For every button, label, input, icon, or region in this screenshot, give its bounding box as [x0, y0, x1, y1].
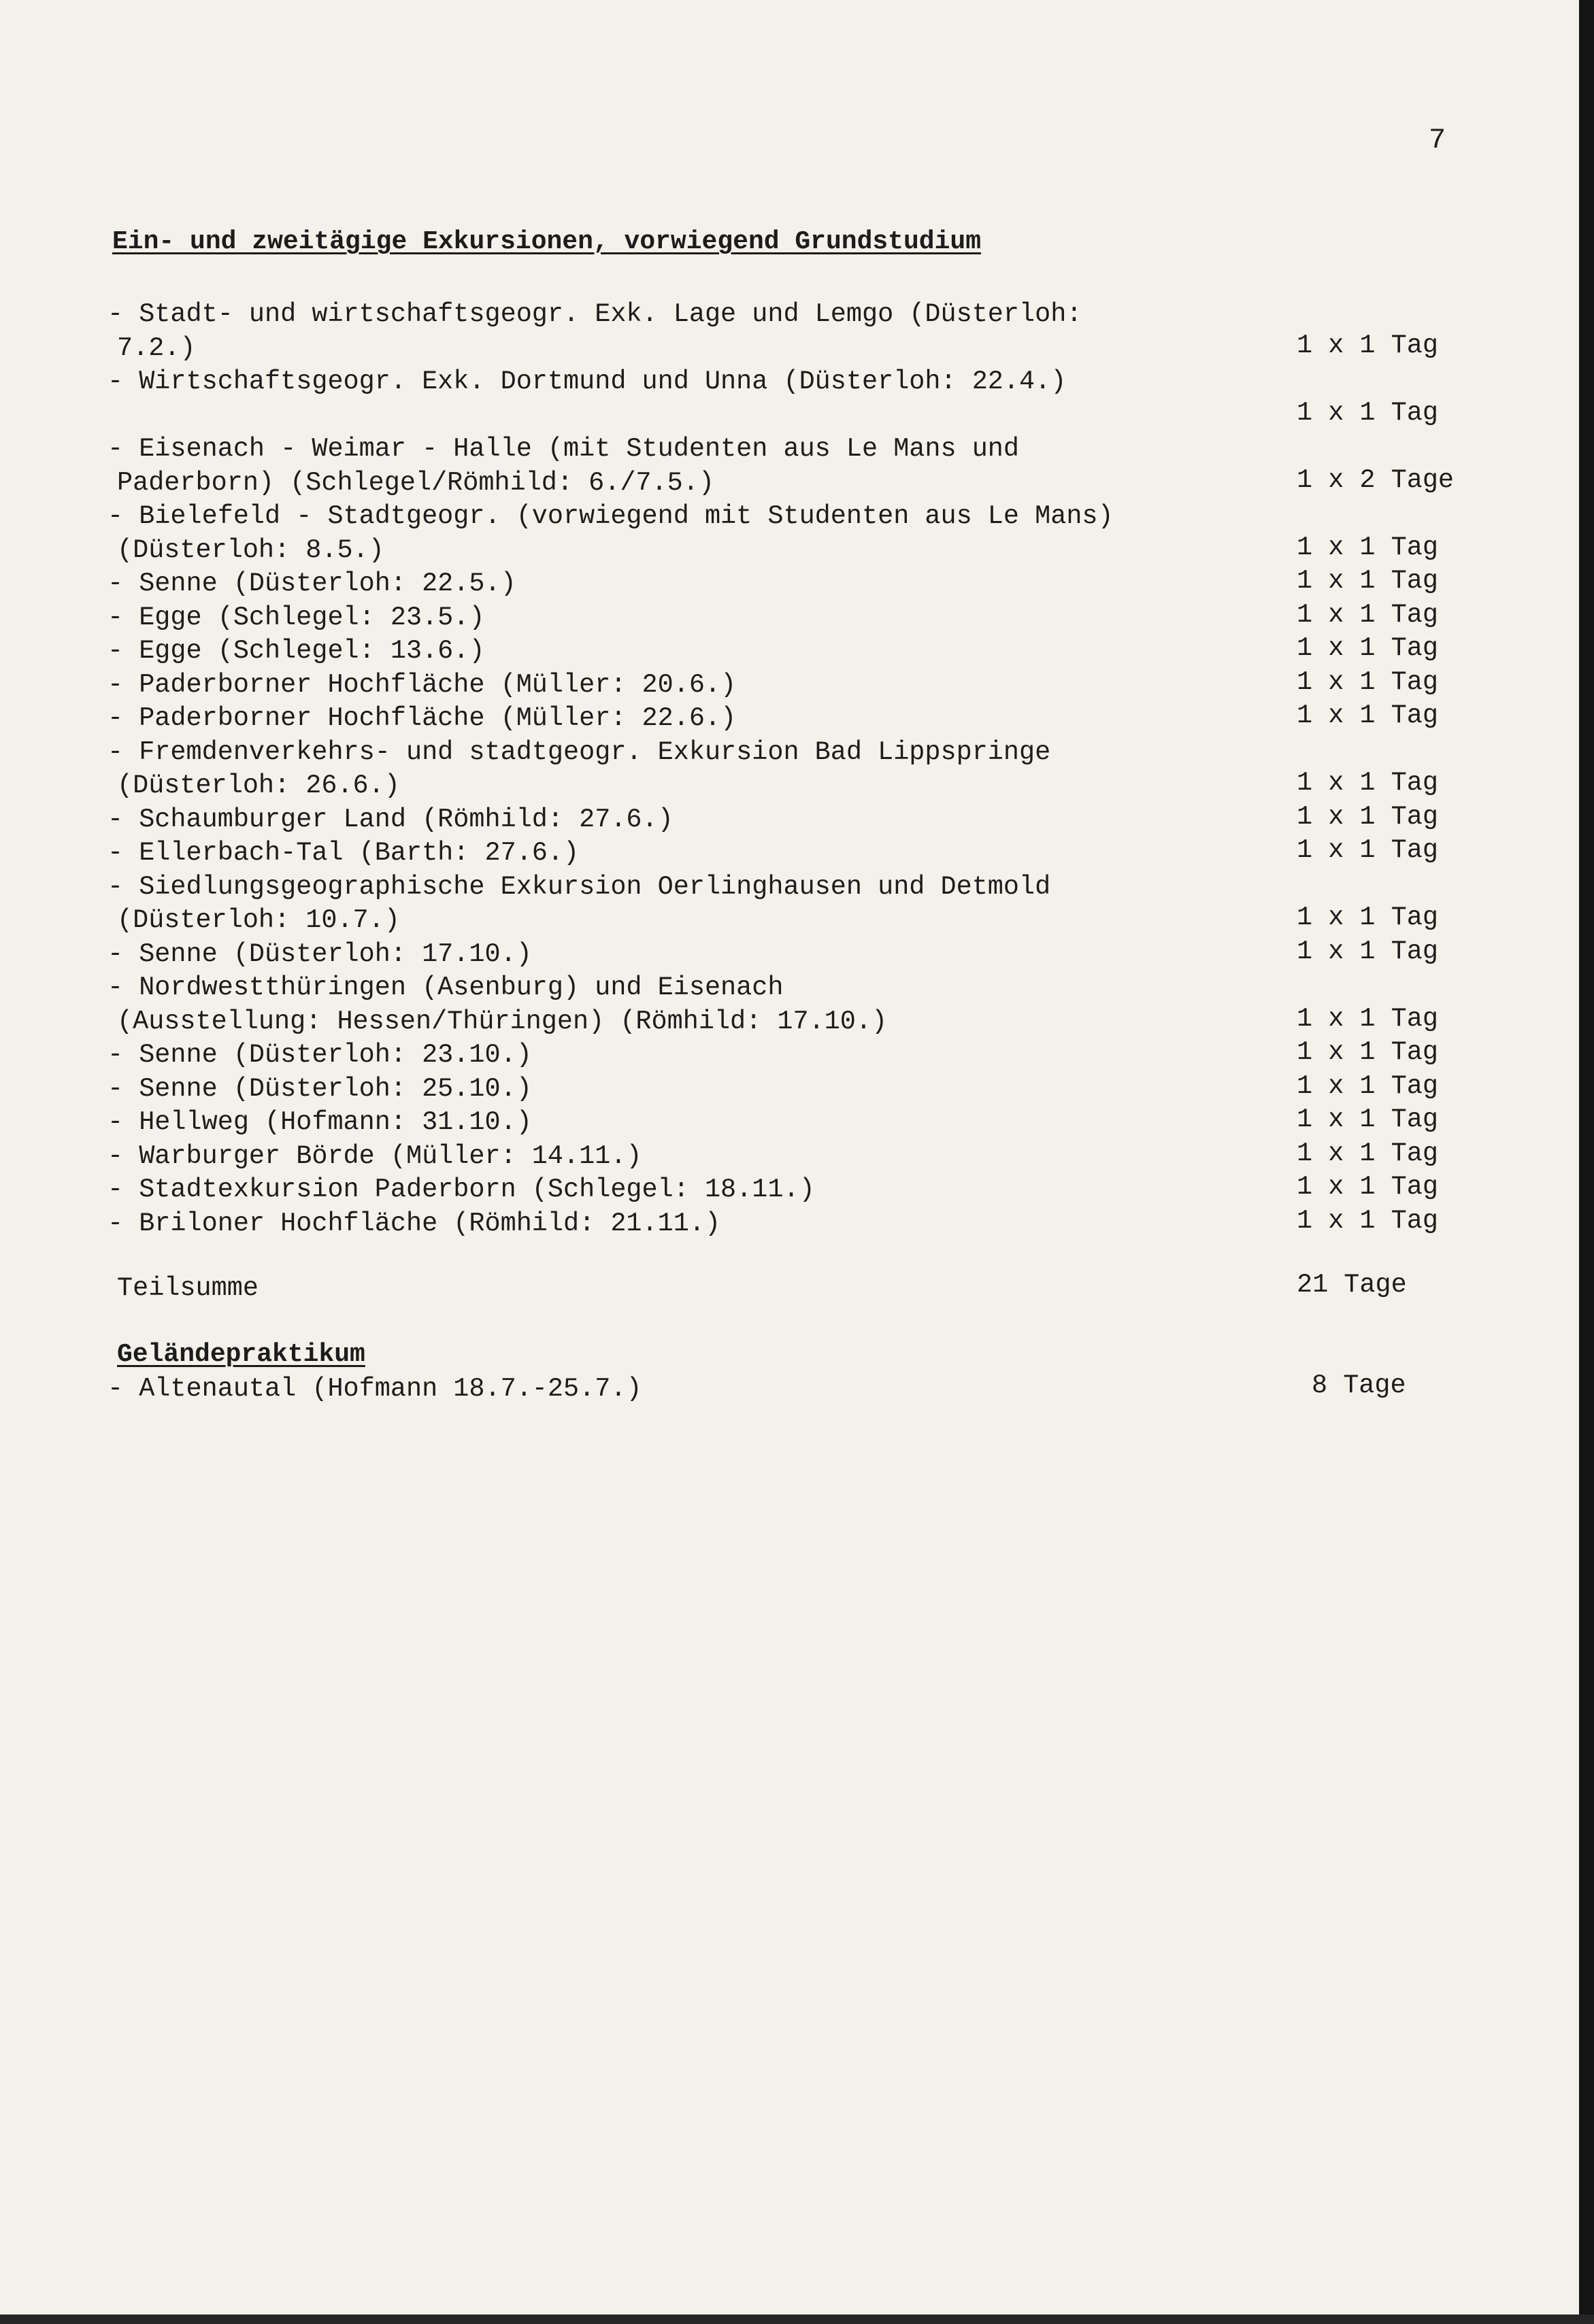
section-title-exkursionen: Ein- und zweitägige Exkursionen, vorwiegend Grundstudium	[112, 227, 982, 256]
exkursion-line: (Ausstellung: Hessen/Thüringen) (Römhild: 17.10.)	[117, 1006, 888, 1037]
exkursion-line: - Siedlungsgeographische Exkursion Oerlinghausen und Detmold	[107, 871, 1051, 902]
exkursion-line: - Briloner Hochfläche (Römhild: 21.11.)	[107, 1208, 721, 1239]
exkursion-line: - Schaumburger Land (Römhild: 27.6.)	[107, 804, 674, 835]
exkursion-duration: 1 x 1 Tag	[1297, 667, 1438, 697]
exkursion-duration: 1 x 1 Tag	[1297, 532, 1438, 562]
exkursion-line: - Bielefeld - Stadtgeogr. (vorwiegend mit Studenten aus Le Mans)	[107, 501, 1114, 531]
exkursion-duration: 1 x 1 Tag	[1297, 1172, 1438, 1202]
exkursion-duration: 1 x 1 Tag	[1297, 330, 1438, 360]
exkursion-line: - Stadt- und wirtschaftsgeogr. Exk. Lage und Lemgo (Düsterloh:	[107, 299, 1082, 329]
exkursion-duration: 1 x 1 Tag	[1297, 633, 1438, 663]
exkursion-line: - Hellweg (Hofmann: 31.10.)	[107, 1107, 532, 1137]
exkursion-line: - Senne (Düsterloh: 22.5.)	[107, 569, 516, 599]
subtotal-label: Teilsumme	[117, 1273, 259, 1303]
exkursion-duration: 1 x 1 Tag	[1297, 566, 1438, 596]
exkursion-line: 7.2.)	[117, 333, 196, 363]
exkursion-line: - Senne (Düsterloh: 17.10.)	[107, 939, 532, 969]
exkursion-duration: 1 x 1 Tag	[1297, 801, 1438, 832]
exkursion-duration: 1 x 1 Tag	[1297, 701, 1438, 730]
exkursion-line: Paderborn) (Schlegel/Römhild: 6./7.5.)	[117, 467, 714, 498]
exkursion-line: - Wirtschaftsgeogr. Exk. Dortmund und Unna (Düsterloh: 22.4.)	[107, 367, 1067, 397]
exkursion-duration: 1 x 1 Tag	[1297, 397, 1438, 428]
exkursion-line: - Senne (Düsterloh: 25.10.)	[107, 1073, 532, 1104]
exkursion-duration: 1 x 1 Tag	[1297, 1205, 1438, 1236]
scan-edge-bottom	[0, 2314, 1594, 2324]
subtotal-duration: 21 Tage	[1297, 1270, 1407, 1300]
exkursion-duration: 1 x 1 Tag	[1297, 768, 1438, 798]
scan-edge-right	[1579, 0, 1594, 2324]
exkursion-duration: 1 x 1 Tag	[1297, 903, 1438, 932]
gelaende-entry: - Altenautal (Hofmann 18.7.-25.7.)	[107, 1374, 642, 1404]
exkursion-duration: 1 x 1 Tag	[1297, 1037, 1438, 1067]
exkursion-line: - Ellerbach-Tal (Barth: 27.6.)	[107, 838, 580, 868]
page-number: 7	[1429, 124, 1446, 156]
exkursion-line: - Paderborner Hochfläche (Müller: 20.6.)	[107, 669, 737, 700]
exkursion-line: - Paderborner Hochfläche (Müller: 22.6.)	[107, 703, 737, 733]
exkursion-duration: 1 x 1 Tag	[1297, 835, 1438, 865]
exkursion-line: (Düsterloh: 26.6.)	[117, 771, 400, 801]
exkursion-duration: 1 x 1 Tag	[1297, 936, 1438, 966]
gelaende-duration: 8 Tage	[1312, 1370, 1406, 1400]
exkursion-duration: 1 x 1 Tag	[1297, 599, 1438, 630]
exkursion-duration: 1 x 1 Tag	[1297, 1003, 1438, 1034]
exkursion-line: - Senne (Düsterloh: 23.10.)	[107, 1040, 532, 1070]
exkursion-line: - Egge (Schlegel: 13.6.)	[107, 636, 485, 666]
exkursion-line: - Warburger Börde (Müller: 14.11.)	[107, 1141, 642, 1171]
exkursion-line: - Nordwestthüringen (Asenburg) und Eisenach	[107, 973, 784, 1003]
exkursion-duration: 1 x 1 Tag	[1297, 1138, 1438, 1168]
exkursion-line: - Fremdenverkehrs- und stadtgeogr. Exkursion Bad Lippspringe	[107, 737, 1051, 767]
exkursion-line: (Düsterloh: 8.5.)	[117, 535, 384, 565]
exkursion-duration: 1 x 2 Tage	[1297, 465, 1455, 495]
section-title-gelaendepraktikum: Geländepraktikum	[117, 1340, 365, 1369]
exkursion-line: (Düsterloh: 10.7.)	[117, 905, 400, 935]
exkursion-line: - Egge (Schlegel: 23.5.)	[107, 602, 485, 633]
exkursion-duration: 1 x 1 Tag	[1297, 1071, 1438, 1101]
exkursion-line: - Eisenach - Weimar - Halle (mit Studenten aus Le Mans und	[107, 434, 1020, 464]
exkursion-line: - Stadtexkursion Paderborn (Schlegel: 18.11.)	[107, 1175, 815, 1205]
exkursion-duration: 1 x 1 Tag	[1297, 1105, 1438, 1134]
